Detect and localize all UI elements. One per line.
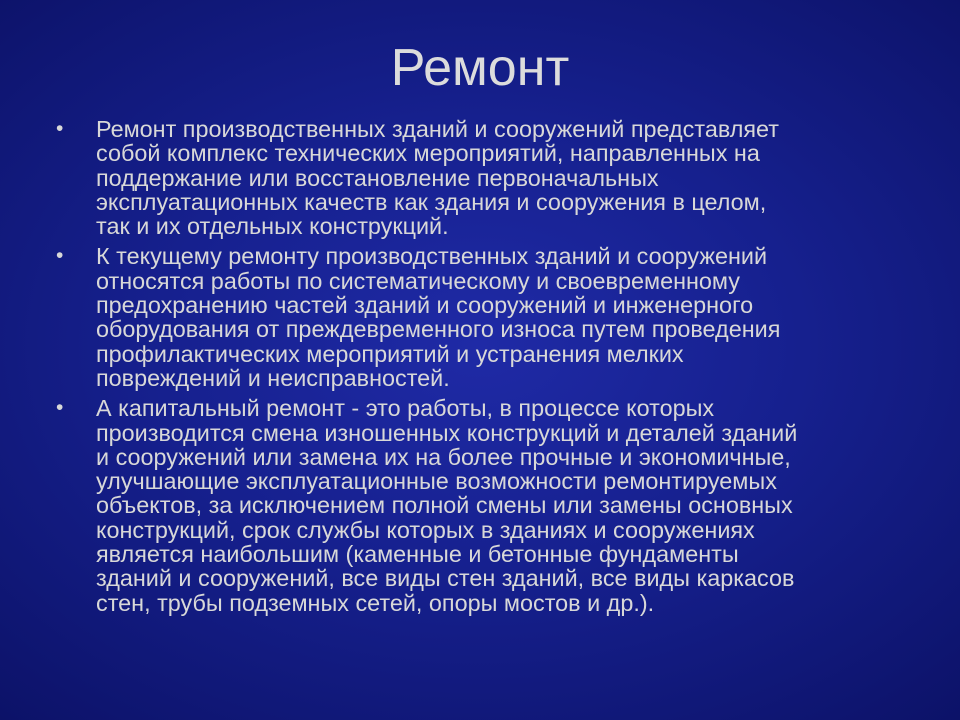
- bullet-text-line: эксплуатационных качеств как здания и сооружения в целом,: [96, 188, 767, 215]
- bullet-text-line: предохранению частей зданий и сооружений и инженерного: [96, 292, 754, 319]
- bullet-item-current-repair: [56, 244, 916, 390]
- bullet-text-line: относятся работы по систематическому и своевременному: [96, 267, 740, 294]
- bullet-text-line: зданий и сооружений, все виды стен зданий, все виды каркасов: [96, 565, 795, 592]
- bullet-text-line: объектов, за исключением полной смены или замены основных: [96, 492, 793, 519]
- bullet-item-capital-repair: [56, 396, 916, 615]
- bullet-list: [56, 117, 916, 621]
- bullet-text-line: повреждений и неисправностей.: [96, 364, 450, 391]
- bullet-text-line: собой комплекс технических мероприятий, направленных на: [96, 140, 760, 167]
- bullet-text-line: и сооружений или замена их на более прочные и экономичные,: [96, 443, 791, 470]
- bullet-text-line: является наибольшим (каменные и бетонные фундаменты: [96, 541, 739, 568]
- bullet-text-line: улучшающие эксплуатационные возможности ремонтируемых: [96, 468, 777, 495]
- bullet-text-line: профилактических мероприятий и устранения мелких: [96, 340, 684, 367]
- bullet-item-repair-definition: [56, 117, 916, 238]
- bullet-text-line: так и их отдельных конструкций.: [96, 213, 449, 240]
- bullet-dot-icon: •: [56, 244, 64, 268]
- bullet-text-line: оборудования от преждевременного износа путем проведения: [96, 316, 781, 343]
- bullet-text-line: Ремонт производственных зданий и сооружений представляет: [96, 116, 779, 142]
- bullet-text-line: поддержание или восстановление первоначальных: [96, 164, 659, 191]
- bullet-text-line: стен, трубы подземных сетей, опоры мостов и др.).: [96, 589, 655, 616]
- bullet-text-line: А капитальный ремонт - это работы, в процессе которых: [96, 395, 715, 422]
- bullet-dot-icon: •: [56, 117, 64, 140]
- bullet-text-line: производится смена изношенных конструкций и деталей зданий: [96, 419, 798, 446]
- slide-title: Ремонт: [390, 39, 570, 97]
- bullet-text-line: конструкций, срок службы которых в зданиях и сооружениях: [96, 516, 755, 543]
- bullet-dot-icon: •: [56, 396, 64, 420]
- bullet-text-line: К текущему ремонту производственных зданий и сооружений: [96, 243, 768, 270]
